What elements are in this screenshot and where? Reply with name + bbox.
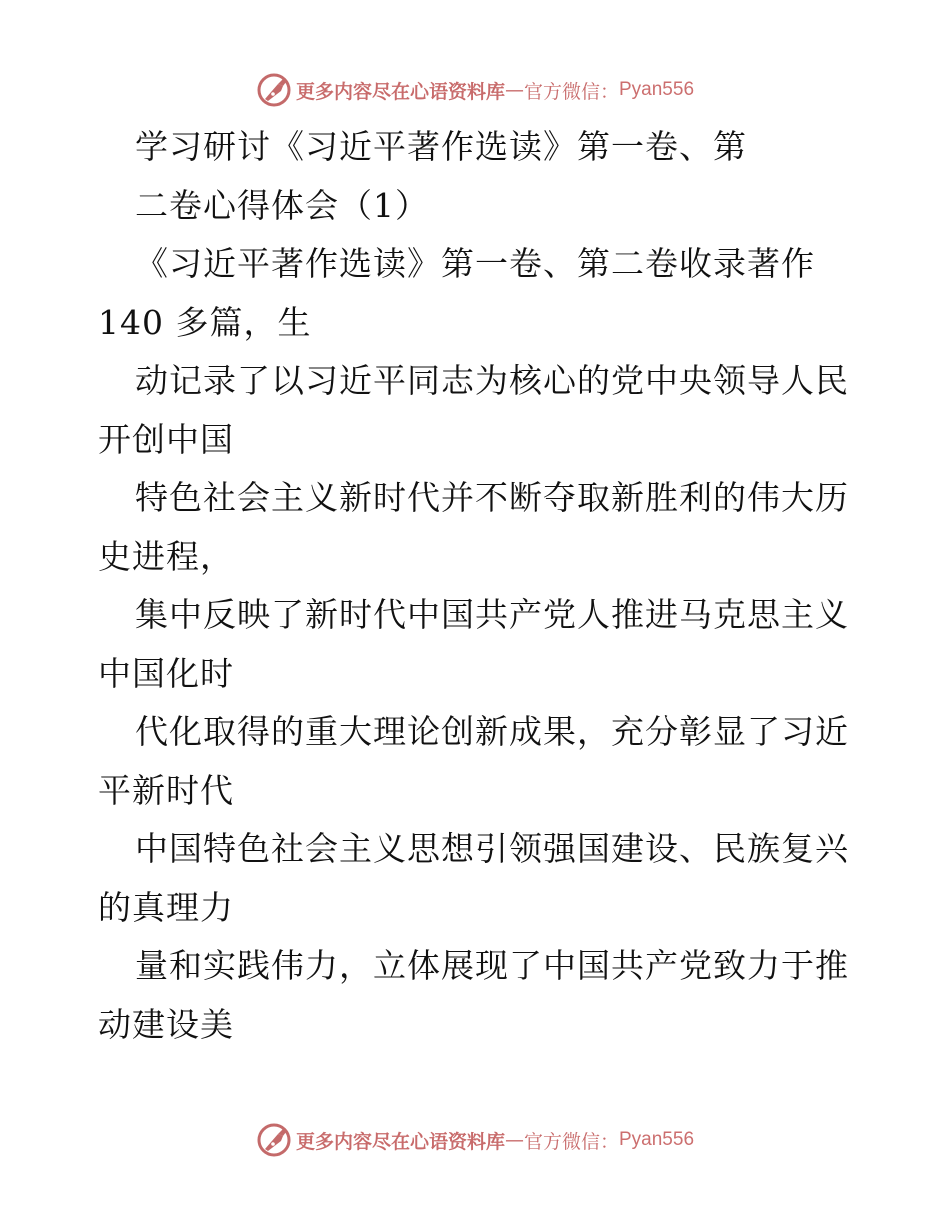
document-text-line: 二卷心得体会（1）	[135, 185, 429, 225]
header-watermark-banner	[0, 70, 950, 110]
document-body	[98, 118, 858, 1054]
document-text-line: 动记录了以习近平同志为核心的党中央领导人民	[135, 361, 849, 400]
watermark-site-text: 更多内容尽在心语资料库	[295, 80, 505, 103]
watermark-separator: —	[504, 1129, 524, 1151]
document-text-line: 集中反映了新时代中国共产党人推进马克思主义	[135, 595, 849, 634]
document-text-line: 特色社会主义新时代并不断夺取新胜利的伟大历	[135, 478, 849, 517]
document-text-line: 开创中国	[98, 419, 234, 459]
document-text-line: 量和实践伟力，立体展现了中国共产党致力于推	[135, 946, 849, 985]
document-text-line: 平新时代	[98, 770, 234, 810]
document-text-line: 中国特色社会主义思想引领强国建设、民族复兴	[135, 829, 849, 868]
watermark-wechat-id: Pyan556	[619, 1129, 695, 1150]
document-text-line: 学习研讨《习近平著作选读》第一卷、第	[135, 127, 747, 166]
document-text-line: 中国化时	[98, 653, 234, 693]
watermark-wechat-label: 官方微信：	[523, 80, 619, 103]
document-text-line: 140 多篇，生	[98, 302, 312, 342]
document-text-line: 动建设美	[98, 1004, 234, 1044]
document-text-line: 《习近平著作选读》第一卷、第二卷收录著作	[135, 244, 815, 283]
pen-nib-logo-icon	[256, 1122, 292, 1158]
pen-nib-logo-icon	[256, 72, 292, 108]
document-text-line: 史进程，	[98, 536, 234, 576]
watermark-separator: —	[504, 79, 524, 101]
footer-watermark-banner	[0, 1120, 950, 1160]
watermark-site-text: 更多内容尽在心语资料库	[295, 1130, 505, 1153]
watermark-wechat-label: 官方微信：	[523, 1130, 619, 1153]
watermark-wechat-id: Pyan556	[619, 79, 695, 100]
document-text-line: 代化取得的重大理论创新成果，充分彰显了习近	[135, 712, 849, 751]
document-text-line: 的真理力	[98, 887, 234, 927]
